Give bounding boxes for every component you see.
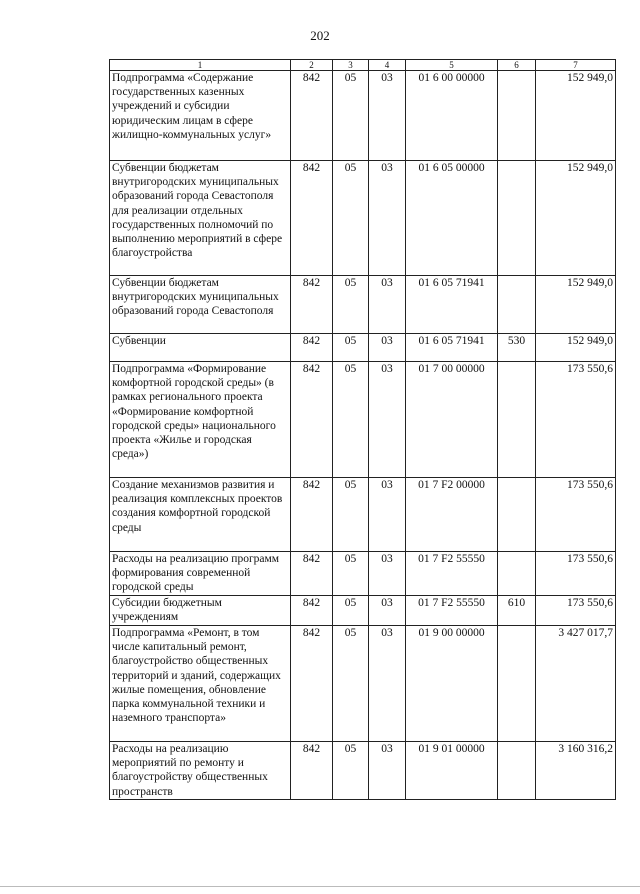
row-department-code: 842: [291, 71, 333, 161]
row-section: 05: [333, 626, 369, 742]
row-amount: 173 550,6: [536, 552, 616, 596]
row-amount: 152 949,0: [536, 161, 616, 276]
row-subsection: 03: [369, 626, 406, 742]
row-expense-type: [498, 626, 536, 742]
table-row: [110, 362, 616, 478]
row-expense-type: [498, 742, 536, 800]
header-col-7: 7: [536, 60, 616, 71]
row-department-code: 842: [291, 552, 333, 596]
page-bottom-edge: [0, 886, 640, 887]
row-department-code: 842: [291, 334, 333, 362]
row-subsection: 03: [369, 161, 406, 276]
row-department-code: 842: [291, 596, 333, 626]
row-name: Создание механизмов развития и реализация комплексных проектов создания комфортной городской среды: [110, 478, 291, 552]
row-department-code: 842: [291, 276, 333, 334]
row-section: 05: [333, 161, 369, 276]
row-target-article: 01 7 00 00000: [406, 362, 498, 478]
row-section: 05: [333, 596, 369, 626]
table-row: [110, 742, 616, 800]
row-target-article: 01 9 00 00000: [406, 626, 498, 742]
row-name: Субвенции бюджетам внутригородских муниципальных образований города Севастополя: [110, 276, 291, 334]
row-department-code: 842: [291, 478, 333, 552]
row-name: Субвенции: [110, 334, 291, 362]
row-amount: 173 550,6: [536, 478, 616, 552]
row-name: Субвенции бюджетам внутригородских муниципальных образований города Севастополя для реализации отдельных государственных полномочий по выполнению мероприятий в сфере благоустройства: [110, 161, 291, 276]
row-name: Субсидии бюджетным учреждениям: [110, 596, 291, 626]
row-amount: 3 160 316,2: [536, 742, 616, 800]
page-number: 202: [310, 28, 330, 43]
row-department-code: 842: [291, 742, 333, 800]
row-name: Подпрограмма «Содержание государственных казенных учреждений и субсидии юридическим лицам в сфере жилищно-коммунальных услуг»: [110, 71, 291, 161]
header-col-1: 1: [110, 60, 291, 71]
row-amount: 152 949,0: [536, 334, 616, 362]
row-section: 05: [333, 552, 369, 596]
row-subsection: 03: [369, 478, 406, 552]
row-subsection: 03: [369, 362, 406, 478]
row-department-code: 842: [291, 161, 333, 276]
row-name: Расходы на реализацию программ формирования современной городской среды: [110, 552, 291, 596]
row-target-article: 01 9 01 00000: [406, 742, 498, 800]
row-subsection: 03: [369, 596, 406, 626]
row-expense-type: [498, 478, 536, 552]
table-row: [110, 276, 616, 334]
row-department-code: 842: [291, 362, 333, 478]
row-subsection: 03: [369, 552, 406, 596]
row-target-article: 01 7 F2 55550: [406, 596, 498, 626]
budget-table: [109, 59, 616, 800]
row-amount: 3 427 017,7: [536, 626, 616, 742]
row-section: 05: [333, 334, 369, 362]
row-target-article: 01 6 00 00000: [406, 71, 498, 161]
table-row: [110, 161, 616, 276]
row-target-article: 01 6 05 71941: [406, 276, 498, 334]
row-target-article: 01 7 F2 55550: [406, 552, 498, 596]
table-row: [110, 552, 616, 596]
row-department-code: 842: [291, 626, 333, 742]
row-amount: 173 550,6: [536, 362, 616, 478]
row-target-article: 01 6 05 71941: [406, 334, 498, 362]
row-target-article: 01 6 05 00000: [406, 161, 498, 276]
header-col-5: 5: [406, 60, 498, 71]
header-col-2: 2: [291, 60, 333, 71]
row-name: Подпрограмма «Формирование комфортной городской среды» (в рамках регионального проекта «Формирование комфортной городской среды» национального проекта «Жилье и городская среда»): [110, 362, 291, 478]
row-amount: 173 550,6: [536, 596, 616, 626]
table-row: [110, 334, 616, 362]
row-section: 05: [333, 71, 369, 161]
header-col-6: 6: [498, 60, 536, 71]
row-subsection: 03: [369, 742, 406, 800]
table-row: [110, 71, 616, 161]
row-section: 05: [333, 362, 369, 478]
table-header-row: [110, 60, 616, 71]
row-expense-type: [498, 552, 536, 596]
row-expense-type: [498, 71, 536, 161]
row-expense-type: [498, 362, 536, 478]
table-row: [110, 596, 616, 626]
row-name: Подпрограмма «Ремонт, в том числе капитальный ремонт, благоустройство общественных территорий и зданий, содержащих жилые помещения, обновление парка коммунальной техники и наземного транспорта»: [110, 626, 291, 742]
row-subsection: 03: [369, 276, 406, 334]
row-expense-type: [498, 276, 536, 334]
row-amount: 152 949,0: [536, 71, 616, 161]
table-row: [110, 478, 616, 552]
row-expense-type: [498, 161, 536, 276]
row-expense-type: 610: [498, 596, 536, 626]
row-section: 05: [333, 276, 369, 334]
row-section: 05: [333, 478, 369, 552]
row-amount: 152 949,0: [536, 276, 616, 334]
row-name: Расходы на реализацию мероприятий по ремонту и благоустройству общественных пространств: [110, 742, 291, 800]
row-target-article: 01 7 F2 00000: [406, 478, 498, 552]
row-subsection: 03: [369, 334, 406, 362]
row-expense-type: 530: [498, 334, 536, 362]
header-col-3: 3: [333, 60, 369, 71]
row-section: 05: [333, 742, 369, 800]
table-row: [110, 626, 616, 742]
header-col-4: 4: [369, 60, 406, 71]
row-subsection: 03: [369, 71, 406, 161]
